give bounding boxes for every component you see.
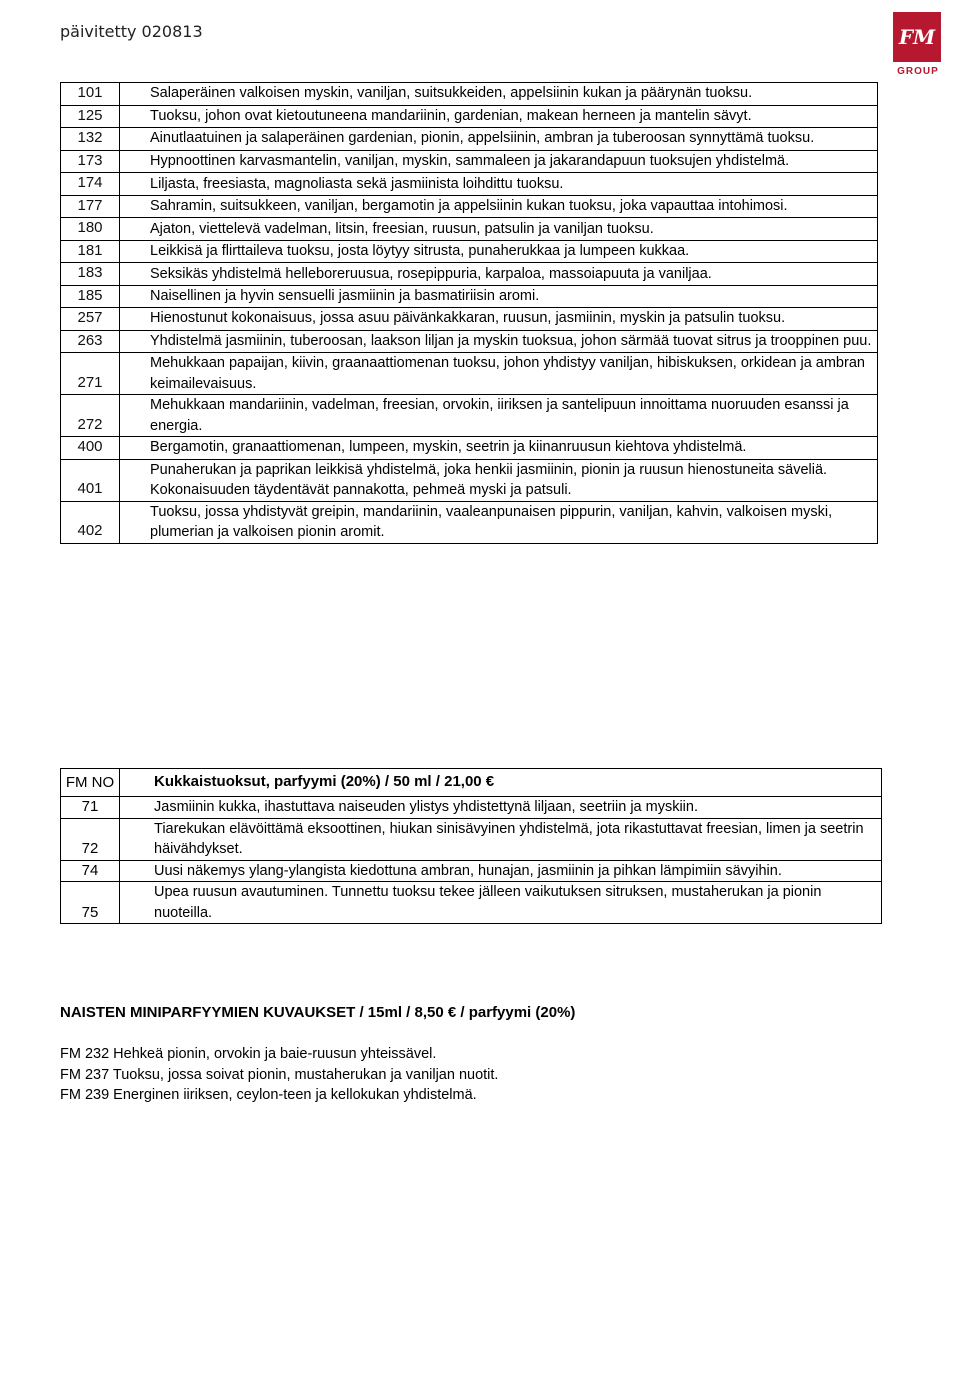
table-row <box>61 150 878 173</box>
mini-perfume-list <box>60 1044 498 1106</box>
product-code: 263 <box>61 330 120 353</box>
table-row <box>61 437 878 460</box>
product-description: Mehukkaan mandariinin, vadelman, freesian, orvokin, iiriksen ja santelipuun innoittama nuoruuden esanssi ja energia. <box>120 395 878 437</box>
product-description: Naisellinen ja hyvin sensuelli jasmiinin ja basmatiriisin aromi. <box>120 285 878 308</box>
product-description: Tuoksu, johon ovat kietoutuneena mandariinin, gardenian, makean herneen ja mantelin sävyt. <box>120 105 878 128</box>
product-code: 183 <box>61 263 120 286</box>
product-code: 132 <box>61 128 120 151</box>
table-row <box>61 395 878 437</box>
product-description: Seksikäs yhdistelmä helleboreruusua, rosepippuria, karpaloa, massoiapuuta ja vaniljaa. <box>120 263 878 286</box>
flower-fragrance-table <box>60 768 882 924</box>
product-description: Tuoksu, jossa yhdistyvät greipin, mandariinin, vaaleanpunaisen pippurin, vaniljan, kahvin, valkoisen myski, plumerian ja valkoisen pionin aromit. <box>120 501 878 543</box>
table-row <box>61 218 878 241</box>
table-row <box>61 882 882 924</box>
product-code: 174 <box>61 173 120 196</box>
table-header-row <box>61 769 882 797</box>
product-description: Sahramin, suitsukkeen, vaniljan, bergamotin ja appelsiinin kukan tuoksu, joka vapauttaa intohimosi. <box>120 195 878 218</box>
product-description: Hienostunut kokonaisuus, jossa asuu päivänkakkaran, ruusun, jasmiinin, myskin ja patsulin tuoksu. <box>120 308 878 331</box>
table-row <box>61 263 878 286</box>
table-row <box>61 459 878 501</box>
updated-date: päivitetty 020813 <box>60 22 203 41</box>
list-item: FM 237 Tuoksu, jossa soivat pionin, mustaherukan ja vaniljan nuotit. <box>60 1066 499 1083</box>
product-description: Ainutlaatuinen ja salaperäinen gardenian, pionin, appelsiinin, ambran ja tuberoosan synnyttämä tuoksu. <box>120 128 878 151</box>
product-description: Mehukkaan papaijan, kiivin, graanaattiomenan tuoksu, johon yhdistyy vaniljan, hibiskuksen, orkidean ja ambran keimailevaisuus. <box>120 353 878 395</box>
table-row <box>61 128 878 151</box>
product-code: 257 <box>61 308 120 331</box>
product-description: Uusi näkemys ylang-ylangista kiedottuna ambran, hunajan, jasmiinin ja pihkan lämpimiin sävyihin. <box>120 860 882 882</box>
table-row <box>61 330 878 353</box>
logo-group-text: GROUP <box>897 66 939 77</box>
fm-no-header: FM NO <box>61 769 120 797</box>
table-row <box>61 308 878 331</box>
table-row <box>61 501 878 543</box>
product-description: Punaherukan ja paprikan leikkisä yhdistelmä, joka henkii jasmiinin, pionin ja ruusun hienostuneita säveliä. Kokonaisuuden täydentävät pannakotta, pehmeä myski ja patsuli. <box>120 459 878 501</box>
product-code: 173 <box>61 150 120 173</box>
table-row <box>61 860 882 882</box>
product-description: Jasmiinin kukka, ihastuttava naiseuden ylistys yhdistettynä liljaan, seetriin ja myskiin. <box>120 797 882 819</box>
product-code: 74 <box>61 860 120 882</box>
table-row <box>61 797 882 819</box>
product-description: Tiarekukan elävöittämä eksoottinen, hiukan sinisävyinen yhdistelmä, jota rikastuttavat freesian, limen ja seetrin häivähdykset. <box>120 818 882 860</box>
product-code: 271 <box>61 353 120 395</box>
fragrance-table <box>60 82 878 544</box>
product-description: Upea ruusun avautuminen. Tunnettu tuoksu tekee jälleen vaikutuksen sitruksen, mustaherukan ja pionin nuoteilla. <box>120 882 882 924</box>
product-code: 180 <box>61 218 120 241</box>
mini-perfume-title: NAISTEN MINIPARFYYMIEN KUVAUKSET / 15ml / 8,50 € / parfyymi (20%) <box>60 1004 576 1021</box>
list-item: FM 239 Energinen iiriksen, ceylon-teen ja kellokukan yhdistelmä. <box>60 1087 477 1103</box>
product-code: 125 <box>61 105 120 128</box>
product-description: Bergamotin, granaattiomenan, lumpeen, myskin, seetrin ja kiinanruusun kiehtova yhdistelmä. <box>120 437 878 460</box>
product-code: 75 <box>61 882 120 924</box>
product-description: Leikkisä ja flirttaileva tuoksu, josta löytyy sitrusta, punaherukkaa ja lumpeen kukkaa. <box>120 240 878 263</box>
product-code: 400 <box>61 437 120 460</box>
table-row <box>61 240 878 263</box>
product-description: Ajaton, viettelevä vadelman, litsin, freesian, ruusun, patsulin ja vaniljan tuoksu. <box>120 218 878 241</box>
product-description: Liljasta, freesiasta, magnoliasta sekä jasmiinista loihdittu tuoksu. <box>120 173 878 196</box>
product-code: 177 <box>61 195 120 218</box>
table-row <box>61 818 882 860</box>
logo-mark: FM <box>893 12 941 62</box>
section-price-header: Kukkaistuoksut, parfyymi (20%) / 50 ml / 21,00 € <box>120 769 882 797</box>
table-row <box>61 285 878 308</box>
table-row <box>61 195 878 218</box>
product-description: Yhdistelmä jasmiinin, tuberoosan, laakson liljan ja myskin tuoksua, johon särmää tuovat sitrus ja trooppinen puu. <box>120 330 878 353</box>
table-row <box>61 353 878 395</box>
product-description: Hypnoottinen karvasmantelin, vaniljan, myskin, sammaleen ja jakarandapuun tuoksujen yhdistelmä. <box>120 150 878 173</box>
product-description: Salaperäinen valkoisen myskin, vaniljan, suitsukkeiden, appelsiinin kukan ja päärynän tuoksu. <box>120 83 878 106</box>
product-code: 72 <box>61 818 120 860</box>
table-row <box>61 83 878 106</box>
table-row <box>61 105 878 128</box>
product-code: 272 <box>61 395 120 437</box>
table-row <box>61 173 878 196</box>
product-code: 401 <box>61 459 120 501</box>
product-code: 185 <box>61 285 120 308</box>
product-code: 101 <box>61 83 120 106</box>
list-item: FM 232 Hehkeä pionin, orvokin ja baie-ruusun yhteissävel. <box>60 1046 437 1062</box>
product-code: 71 <box>61 797 120 819</box>
fm-group-logo <box>893 12 943 84</box>
product-code: 181 <box>61 240 120 263</box>
product-code: 402 <box>61 501 120 543</box>
